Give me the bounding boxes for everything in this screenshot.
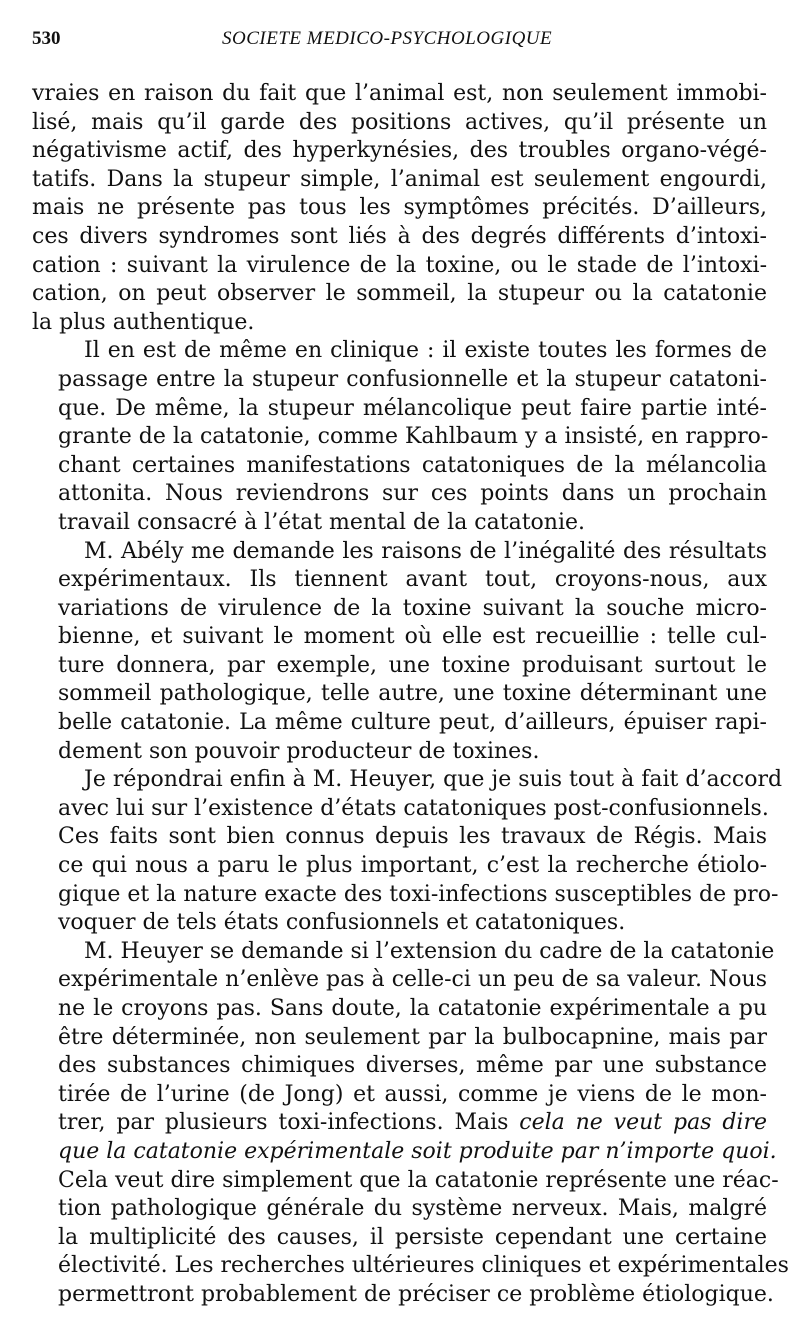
paragraph xyxy=(32,80,767,337)
body-text xyxy=(32,80,789,1310)
text-line: grante de la catatonie, comme Kahlbaum y a insisté, en rappro- xyxy=(58,424,769,450)
text-line: électivité. Les recherches ultérieures cliniques et expérimentales xyxy=(58,1253,789,1279)
text-line: travail consacré à l’état mental de la catatonie. xyxy=(58,509,586,535)
text-line: tatifs. Dans la stupeur simple, l’animal est seulement engourdi, xyxy=(32,166,767,192)
text-line: ture donnera, par exemple, une toxine produisant surtout le xyxy=(58,652,767,678)
text-line: lisé, mais qu’il garde des positions actives, qu’il présente un xyxy=(32,109,767,135)
text-line: vraies en raison du fait que l’animal est, non seulement immobi- xyxy=(32,81,767,106)
text-line: M. Abély me demande les raisons de l’inégalité des résultats xyxy=(84,538,767,564)
document-page xyxy=(32,28,789,1310)
text-line: tirée de l’urine (de Jong) et aussi, comme je viens de le mon- xyxy=(58,1081,767,1107)
text-line: la multiplicité des causes, il persiste cependant une certaine xyxy=(58,1224,767,1250)
page-header xyxy=(32,28,767,58)
text-line: Je répondrai enfin à M. Heuyer, que je suis tout à fait d’accord xyxy=(84,767,783,793)
text-line: permettront probablement de préciser ce problème étiologique. xyxy=(58,1281,774,1307)
text-line: M. Heuyer se demande si l’extension du cadre de la catatonie xyxy=(84,938,775,964)
text-line-mixed xyxy=(32,1109,767,1138)
text-line: que. De même, la stupeur mélancolique peut faire partie inté- xyxy=(58,395,767,421)
text-line: gique et la nature exacte des toxi-infections susceptibles de pro- xyxy=(58,881,779,907)
text-line: dement son pouvoir producteur de toxines. xyxy=(58,738,540,764)
text-line: des substances chimiques diverses, même par une substance xyxy=(58,1053,767,1079)
text-line: sommeil pathologique, telle autre, une toxine déterminant une xyxy=(58,681,767,707)
text-line: expérimentaux. Ils tiennent avant tout, croyons-nous, aux xyxy=(58,567,767,593)
text-line: ces divers syndromes sont liés à des degrés différents d’intoxi- xyxy=(32,223,767,249)
text-line: tion pathologique générale du système nerveux. Mais, malgré xyxy=(58,1196,767,1222)
paragraph xyxy=(32,337,767,537)
italic-run: que la catatonie expérimentale soit produite par n’importe quoi. xyxy=(58,1138,777,1164)
text-line: passage entre la stupeur confusionnelle et la stupeur catatoni- xyxy=(58,366,767,392)
running-head: SOCIETE MEDICO-PSYCHOLOGIQUE xyxy=(222,28,553,49)
text-line: Cela veut dire simplement que la catatonie représente une réac- xyxy=(58,1167,779,1193)
text-line: mais ne présente pas tous les symptômes précités. D’ailleurs, xyxy=(32,195,767,221)
text-line: Ces faits sont bien connus depuis les travaux de Régis. Mais xyxy=(58,824,767,850)
text-line: être déterminée, non seulement par la bulbocapnine, mais par xyxy=(58,1024,767,1050)
paragraph xyxy=(32,766,783,938)
text-line-italic xyxy=(32,1138,777,1167)
text-line: négativisme actif, des hyperkynésies, des troubles organo-végé- xyxy=(32,138,767,164)
text-line: avec lui sur l’existence d’états catatoniques post-confusionnels. xyxy=(58,795,769,821)
text-line: variations de virulence de la toxine suivant la souche micro- xyxy=(58,595,767,621)
text-line: attonita. Nous reviendrons sur ces points dans un prochain xyxy=(58,481,767,507)
italic-run: cela ne veut pas dire xyxy=(519,1110,767,1136)
text-line: Il en est de même en clinique : il existe toutes les formes de xyxy=(84,338,767,364)
text-line: cation : suivant la virulence de la toxine, ou le stade de l’intoxi- xyxy=(32,252,767,278)
text-line: ne le croyons pas. Sans doute, la catatonie expérimentale a pu xyxy=(58,996,767,1021)
paragraph xyxy=(32,538,767,767)
text-line: cation, on peut observer le sommeil, la stupeur ou la catatonie xyxy=(32,281,767,307)
page-number: 530 xyxy=(32,28,61,49)
text-line: belle catatonie. La même culture peut, d’ailleurs, épuiser rapi- xyxy=(58,710,767,736)
text-line: ce qui nous a paru le plus important, c’est la recherche étiolo- xyxy=(58,853,767,879)
text-run: trer, par plusieurs toxi-infections. Mais xyxy=(58,1110,520,1136)
text-line: voquer de tels états confusionnels et catatoniques. xyxy=(58,910,626,936)
text-line: la plus authentique. xyxy=(32,309,255,335)
text-line: chant certaines manifestations catatoniques de la mélancolia xyxy=(58,452,767,478)
text-line: expérimentale n’enlève pas à celle-ci un peu de sa valeur. Nous xyxy=(58,967,767,993)
text-line: bienne, et suivant le moment où elle est recueillie : telle cul- xyxy=(58,624,767,650)
paragraph xyxy=(32,938,789,1310)
